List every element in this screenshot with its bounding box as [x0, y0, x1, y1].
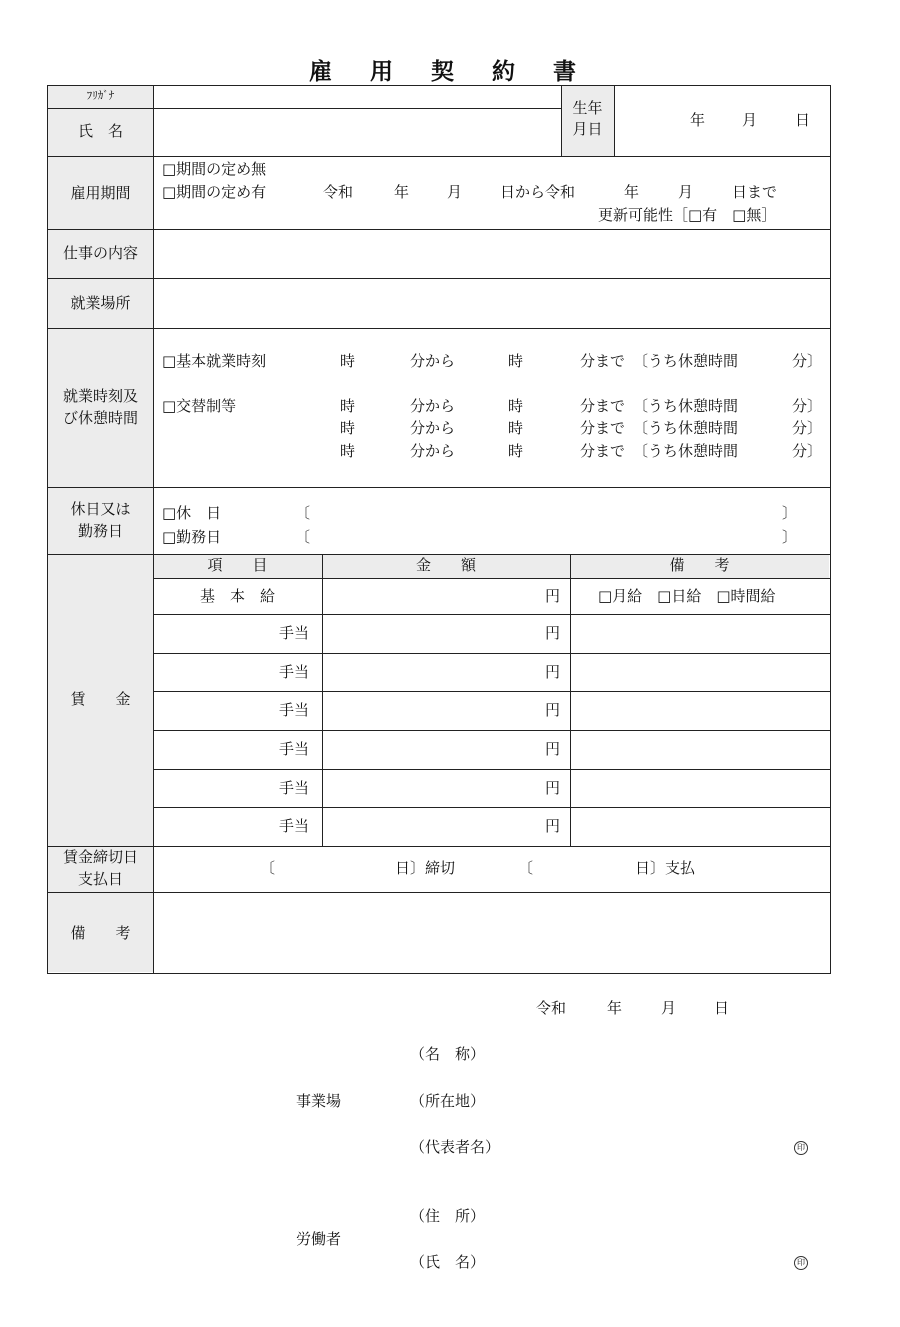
yen-unit: 円 — [545, 624, 561, 642]
wage-col-note: 備 考 — [669, 556, 730, 574]
workday-checkbox[interactable]: □勤務日 — [162, 528, 222, 546]
rule — [47, 229, 830, 230]
min-from-text: 分から — [410, 352, 456, 370]
date-year-unit: 年 — [607, 999, 623, 1017]
rule — [570, 554, 571, 846]
date-day-unit: 日 — [714, 999, 730, 1017]
rule — [322, 554, 323, 846]
min-from-text: 分から — [410, 442, 456, 460]
shift-checkbox[interactable]: □交替制等 — [162, 397, 237, 415]
hour-unit: 時 — [340, 397, 356, 415]
rule — [153, 730, 830, 731]
rule — [153, 653, 830, 654]
allowance-label: 手当 — [279, 701, 310, 719]
period-year2-unit: 年 — [624, 183, 640, 201]
wages-label: 賃 金 — [70, 690, 131, 708]
min-until-text: 分まで — [580, 442, 626, 460]
rule — [47, 278, 830, 279]
employer-label: 事業場 — [296, 1092, 342, 1110]
break-text: 〔うち休憩時間 — [633, 419, 739, 437]
yen-unit: 円 — [545, 779, 561, 797]
payday-text: 日〕支払 — [635, 859, 696, 877]
break-min-text: 分〕 — [792, 442, 823, 460]
wage-col-amount: 金 額 — [415, 556, 476, 574]
period-fixed-checkbox[interactable]: □期間の定め有 — [162, 183, 267, 201]
closing-label-2: 支払日 — [77, 870, 123, 888]
rule — [153, 85, 154, 973]
basic-pay-label: 基 本 給 — [199, 587, 275, 605]
wage-col-item: 項 目 — [207, 556, 268, 574]
hour-unit: 時 — [340, 419, 356, 437]
allowance-label: 手当 — [279, 779, 310, 797]
employment-period-label: 雇用期間 — [70, 184, 131, 202]
hour-unit: 時 — [508, 442, 524, 460]
holiday-label-1: 休日又は — [70, 500, 131, 518]
break-text: 〔うち休憩時間 — [633, 352, 739, 370]
yen-unit: 円 — [545, 587, 561, 605]
min-until-text: 分まで — [580, 352, 626, 370]
employer-rep-label: （代表者名） — [410, 1138, 501, 1156]
period-none-checkbox[interactable]: □期間の定め無 — [162, 160, 267, 178]
workplace-label: 就業場所 — [70, 294, 131, 312]
allowance-label: 手当 — [279, 624, 310, 642]
rule — [153, 691, 830, 692]
break-min-text: 分〕 — [792, 352, 823, 370]
rule — [153, 807, 830, 808]
rule — [153, 769, 830, 770]
rule — [614, 85, 615, 156]
renewal-options[interactable]: 更新可能性［□有 □無］ — [598, 206, 777, 224]
min-until-text: 分まで — [580, 419, 626, 437]
bracket-open: 〔 — [295, 504, 311, 522]
bracket-open: 〔 — [295, 528, 311, 546]
rule — [47, 328, 830, 329]
birth-label-1: 生年 — [572, 99, 603, 117]
yen-unit: 円 — [545, 817, 561, 835]
payday-bracket-open: 〔 — [518, 859, 534, 877]
period-era: 令和 — [323, 183, 354, 201]
min-from-text: 分から — [410, 397, 456, 415]
min-from-text: 分から — [410, 419, 456, 437]
birth-month-unit: 月 — [742, 111, 758, 129]
period-until-text: 日まで — [732, 183, 778, 201]
holiday-checkbox[interactable]: □休 日 — [162, 504, 222, 522]
break-text: 〔うち休憩時間 — [633, 442, 739, 460]
closing-label-1: 賃金締切日 — [62, 848, 138, 866]
holiday-label-2: 勤務日 — [77, 522, 123, 540]
hour-unit: 時 — [340, 442, 356, 460]
pay-type-checkboxes[interactable]: □月給 □日給 □時間給 — [598, 587, 776, 605]
allowance-label: 手当 — [279, 817, 310, 835]
remarks-label: 備 考 — [70, 924, 131, 942]
yen-unit: 円 — [545, 663, 561, 681]
yen-unit: 円 — [545, 701, 561, 719]
date-era: 令和 — [536, 999, 567, 1017]
min-until-text: 分まで — [580, 397, 626, 415]
working-hours-label-1: 就業時刻及 — [62, 387, 138, 405]
rule — [153, 614, 830, 615]
birth-day-unit: 日 — [795, 111, 811, 129]
worker-name-label: （氏 名） — [410, 1253, 486, 1271]
rule — [561, 85, 562, 156]
hour-unit: 時 — [340, 352, 356, 370]
break-min-text: 分〕 — [792, 397, 823, 415]
rule — [47, 554, 830, 555]
allowance-label: 手当 — [279, 663, 310, 681]
worker-label: 労働者 — [296, 1230, 342, 1248]
rule — [47, 108, 561, 109]
rule — [153, 578, 830, 579]
period-month2-unit: 月 — [678, 183, 694, 201]
date-month-unit: 月 — [661, 999, 677, 1017]
worker-address-label: （住 所） — [410, 1207, 486, 1225]
working-hours-label-2: び休憩時間 — [62, 409, 138, 427]
birth-year-unit: 年 — [690, 111, 706, 129]
rule — [47, 846, 830, 847]
closing-bracket-open: 〔 — [260, 859, 276, 877]
document-title: 雇 用 契 約 書 — [308, 58, 592, 85]
basic-hours-checkbox[interactable]: □基本就業時刻 — [162, 352, 267, 370]
birth-label-2: 月日 — [572, 120, 603, 138]
rule — [47, 487, 830, 488]
closing-day-text: 日〕締切 — [395, 859, 456, 877]
hour-unit: 時 — [508, 419, 524, 437]
bracket-close: 〕 — [782, 528, 798, 546]
employer-name-label: （名 称） — [410, 1045, 486, 1063]
furigana-label: ﾌﾘｶﾞﾅ — [86, 89, 115, 102]
allowance-label: 手当 — [279, 740, 310, 758]
hour-unit: 時 — [508, 397, 524, 415]
break-min-text: 分〕 — [792, 419, 823, 437]
period-month-unit: 月 — [447, 183, 463, 201]
worker-seal-icon: 印 — [794, 1256, 808, 1270]
name-label: 氏 名 — [77, 122, 123, 140]
period-from-text: 日から令和 — [500, 183, 576, 201]
employer-seal-icon: 印 — [794, 1141, 808, 1155]
rule — [47, 156, 830, 157]
yen-unit: 円 — [545, 740, 561, 758]
job-content-label: 仕事の内容 — [62, 244, 138, 262]
break-text: 〔うち休憩時間 — [633, 397, 739, 415]
bracket-close: 〕 — [782, 504, 798, 522]
hour-unit: 時 — [508, 352, 524, 370]
employer-address-label: （所在地） — [410, 1092, 486, 1110]
rule — [47, 892, 830, 893]
period-year-unit: 年 — [394, 183, 410, 201]
